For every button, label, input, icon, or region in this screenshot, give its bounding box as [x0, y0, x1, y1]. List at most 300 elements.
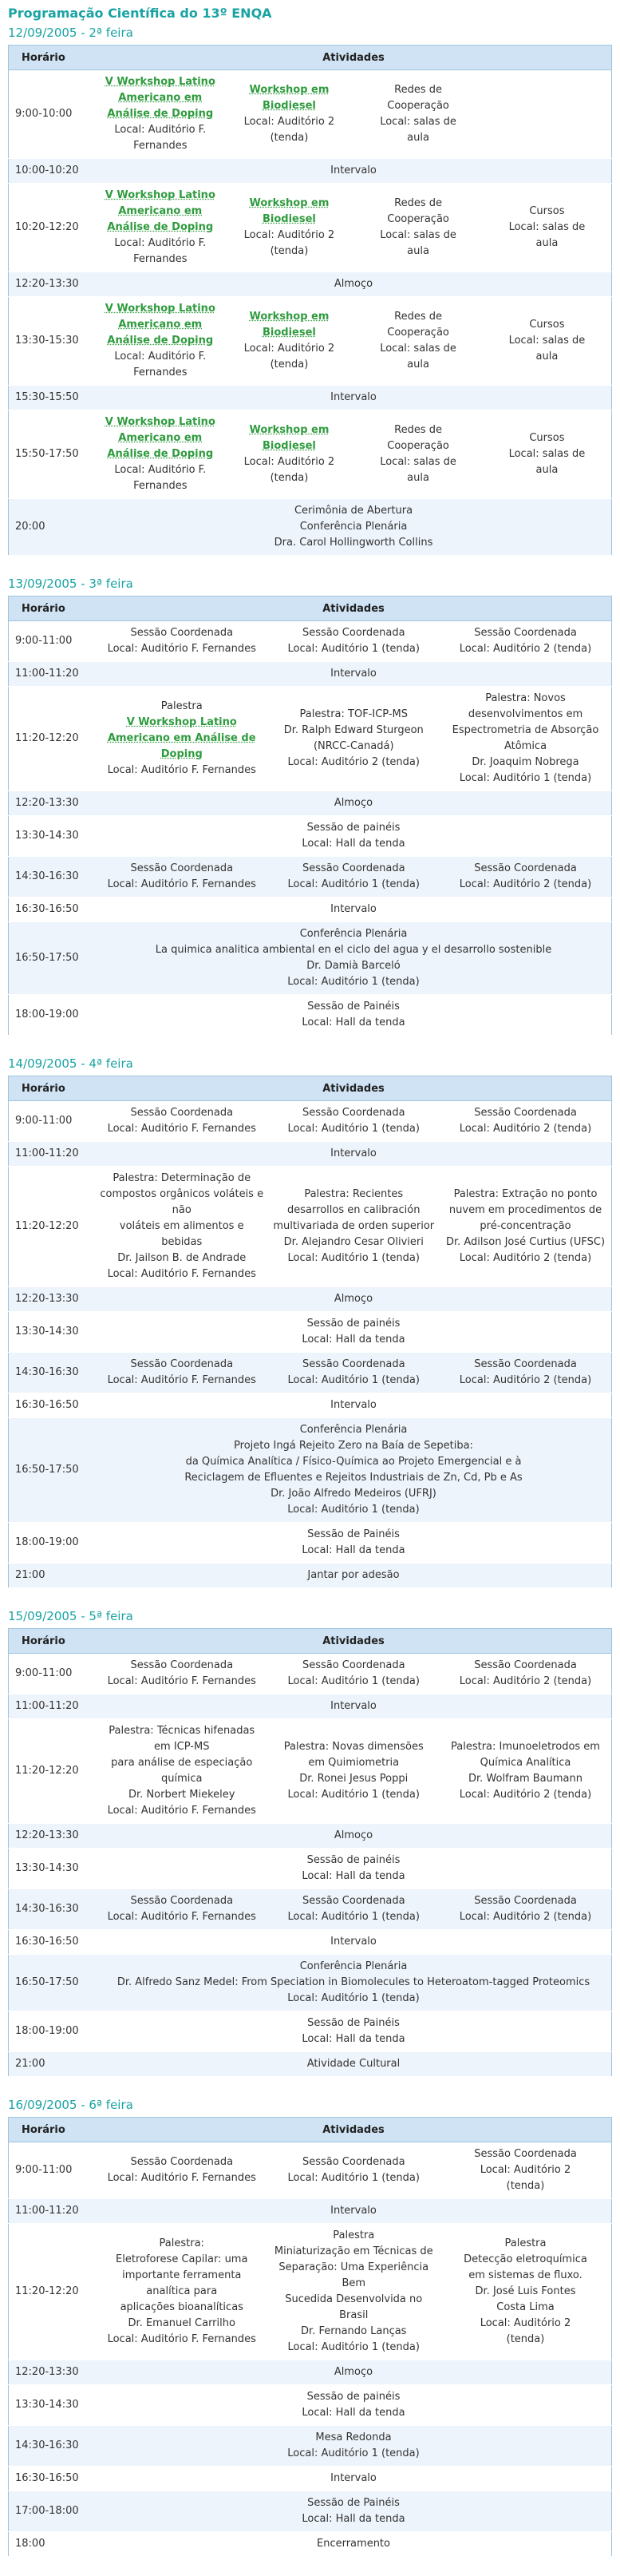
activity-line: Intervalo	[330, 1936, 377, 1948]
time-column-header: Horário	[9, 1076, 97, 1101]
workshop-link[interactable]: Análise de Doping	[107, 221, 214, 233]
activity-line: Mesa Redonda	[315, 2431, 392, 2443]
activity-cell	[353, 410, 483, 499]
activity-line: Sessão de painéis	[306, 1854, 401, 1866]
time-cell: 10:00-10:20	[9, 159, 97, 184]
activity-line: Intervalo	[330, 2472, 377, 2484]
workshop-link[interactable]: Workshop em	[249, 311, 330, 323]
table-row	[9, 1287, 612, 1312]
activity-line: Dr. Wolfram Baumann	[468, 1773, 582, 1785]
activity-line: Local: Auditório F. Fernandes	[114, 351, 207, 378]
activity-line: Sessão de painéis	[306, 1318, 401, 1330]
activity-line: Local: Auditório 1 (tenda)	[287, 643, 420, 655]
time-cell: 13:30-14:30	[9, 1312, 97, 1353]
workshop-link[interactable]: V Workshop Latino	[126, 716, 237, 728]
activity-cell	[96, 2532, 612, 2557]
activity-line: Dr. Emanuel Carrilho	[128, 2317, 235, 2329]
activity-line: La quimica analitica ambiental en el ciclo del agua y el desarrollo sostenible	[155, 944, 552, 956]
time-cell: 14:30-16:30	[9, 1353, 97, 1393]
time-cell: 13:30-14:30	[9, 1849, 97, 1889]
table-row	[9, 2224, 612, 2360]
activity-line: Local: Auditório F. Fernandes	[114, 124, 207, 152]
activity-cell	[96, 2011, 612, 2052]
activity-line: Conferência Plenária	[299, 521, 408, 533]
activity-line: voláteis em alimentos e bebidas	[119, 1220, 244, 1248]
activity-cell	[96, 2360, 612, 2385]
activity-cell	[353, 70, 483, 159]
activity-cell	[96, 2199, 612, 2224]
activity-line: Detecção eletroquímica	[464, 2253, 587, 2265]
activity-line: Sessão Coordenada	[474, 2148, 577, 2160]
table-row	[9, 2052, 612, 2077]
activity-line: Dr. Norbert Miekeley	[128, 1789, 235, 1801]
workshop-link[interactable]: Workshop em	[249, 84, 330, 96]
workshop-link[interactable]: Workshop em	[249, 424, 330, 436]
activity-line: Sessão Coordenada	[130, 2156, 234, 2168]
activity-cell	[96, 1167, 268, 1287]
activity-cell	[225, 410, 354, 499]
table-row	[9, 297, 612, 386]
activity-line: Local: Auditório F. Fernandes	[114, 464, 207, 492]
workshop-link[interactable]: Análise de Doping	[107, 335, 214, 347]
activity-cell	[268, 1719, 440, 1824]
activity-line: Local: salas de	[508, 221, 586, 233]
activity-line: Dr. Alejandro Cesar Olivieri	[283, 1236, 424, 1248]
activity-line: aula	[407, 359, 429, 371]
activity-line: Intervalo	[330, 1147, 377, 1159]
table-row	[9, 2467, 612, 2491]
activity-line: Dr. Damià Barceló	[306, 960, 401, 972]
activity-cell	[440, 2142, 612, 2199]
activity-line: Palestra: Técnicas hifenadas em ICP-MS	[109, 1725, 255, 1753]
time-cell: 14:30-16:30	[9, 857, 97, 898]
activity-line: nuvem em procedimentos de	[448, 1204, 602, 1216]
schedule-table	[8, 2117, 612, 2557]
activity-line: Local: Auditório 2	[243, 116, 335, 128]
time-cell: 16:30-16:50	[9, 2467, 97, 2491]
table-row	[9, 184, 612, 272]
activity-line: Almoço	[334, 2366, 373, 2378]
table-row	[9, 2532, 612, 2557]
time-cell: 12:20-13:30	[9, 1287, 97, 1312]
activity-line: Intervalo	[330, 903, 377, 915]
workshop-link[interactable]: V Workshop Latino Americano em	[105, 416, 215, 444]
activity-line: Local: Auditório 1 (tenda)	[287, 1252, 420, 1264]
activity-line: Palestra: Recientes	[304, 1188, 404, 1200]
activity-line: Eletroforese Capilar: uma	[116, 2253, 248, 2265]
activity-cell	[96, 1955, 612, 2011]
activity-line: Palestra: Novas dimensões	[283, 1741, 424, 1753]
activity-cell	[96, 1312, 612, 1353]
activity-cell	[96, 1353, 268, 1393]
activity-cell	[96, 1849, 612, 1889]
activity-line: Local: Auditório F. Fernandes	[107, 1374, 256, 1386]
table-row	[9, 1955, 612, 2011]
activity-line: Local: Hall da tenda	[302, 2513, 405, 2525]
activity-line: Local: salas de	[508, 448, 586, 460]
day-title: 14/09/2005 - 4ª feira	[8, 1056, 133, 1071]
activity-line: Local: Hall da tenda	[302, 2033, 405, 2045]
activity-cell	[96, 297, 225, 386]
table-row	[9, 2426, 612, 2467]
activity-line: Sessão Coordenada	[130, 1358, 234, 1370]
activity-cell	[96, 272, 612, 297]
workshop-link[interactable]: Biodiesel	[262, 327, 316, 339]
activity-cell	[96, 816, 612, 857]
table-row	[9, 816, 612, 857]
activity-line: Sessão de painéis	[306, 2391, 401, 2403]
activity-line: Redes de	[394, 197, 442, 209]
table-row	[9, 995, 612, 1036]
activity-line: Local: salas de	[380, 343, 456, 355]
activity-cell	[96, 791, 612, 816]
activity-cell	[353, 297, 483, 386]
time-cell: 15:30-15:50	[9, 386, 97, 410]
table-header-row	[9, 46, 612, 70]
activity-line: Sessão Coordenada	[474, 1107, 577, 1119]
activity-line: Atividade Cultural	[306, 2058, 401, 2070]
activity-line: Palestra	[333, 2229, 375, 2241]
activity-cell	[96, 1287, 612, 1312]
activity-cell	[96, 1824, 612, 1849]
time-cell: 16:50-17:50	[9, 1955, 97, 2011]
table-row	[9, 2142, 612, 2199]
activity-cell	[225, 184, 354, 272]
activity-line: Cooperação	[387, 440, 449, 452]
time-cell: 18:00-19:00	[9, 995, 97, 1036]
time-cell: 9:00-11:00	[9, 1101, 97, 1142]
activity-line: em Quimiometria	[308, 1757, 400, 1769]
activity-line: Sessão Coordenada	[474, 1895, 577, 1907]
workshop-link[interactable]: Doping	[160, 748, 203, 760]
activity-line: Local: Auditório 2 (tenda)	[459, 1911, 592, 1923]
activity-cell	[268, 1101, 440, 1142]
activity-line: Sessão Coordenada	[474, 627, 577, 639]
activity-cell	[440, 1167, 612, 1287]
activity-line: Palestra: Novos desenvolvimentos em	[468, 692, 583, 720]
time-column-header: Horário	[9, 596, 97, 621]
table-row	[9, 499, 612, 556]
time-cell: 9:00-11:00	[9, 1654, 97, 1694]
activity-cell	[96, 1719, 268, 1824]
activity-line: Palestra:	[159, 2237, 204, 2249]
table-row	[9, 272, 612, 297]
activity-line: aula	[535, 351, 559, 363]
activity-line: Local: Auditório 1 (tenda)	[287, 2341, 420, 2353]
activity-line: Local: Auditório 2 (tenda)	[459, 1374, 592, 1386]
activity-line: Encerramento	[317, 2538, 390, 2550]
table-header-row	[9, 1076, 612, 1101]
table-row	[9, 1654, 612, 1694]
activity-line: Dr. Ronei Jesus Poppi	[299, 1773, 409, 1785]
time-cell: 9:00-11:00	[9, 2142, 97, 2199]
table-row	[9, 2199, 612, 2224]
activity-line: Sessão Coordenada	[474, 862, 577, 874]
activity-line: aula	[535, 464, 559, 476]
table-row	[9, 621, 612, 662]
activity-line: Dr. João Alfredo Medeiros (UFRJ)	[271, 1488, 436, 1500]
activity-line: Local: Auditório 2 (tenda)	[459, 1123, 592, 1135]
activity-line: Local: salas de	[508, 335, 586, 347]
activity-line: Sessão de Painéis	[307, 1001, 400, 1013]
activity-cell	[268, 1167, 440, 1287]
time-cell: 9:00-10:00	[9, 70, 97, 159]
activity-cell	[96, 2052, 612, 2077]
activity-line: Intervalo	[330, 2205, 377, 2217]
table-row	[9, 159, 612, 184]
activity-line: Local: Auditório F. Fernandes	[114, 237, 207, 265]
activity-line: Almoço	[334, 1293, 373, 1305]
activity-line: Química Analítica	[480, 1757, 571, 1769]
table-header-row	[9, 1629, 612, 1654]
activity-line: Local: Auditório 1 (tenda)	[287, 878, 420, 890]
activity-line: Local: Auditório 1 (tenda)	[459, 772, 592, 784]
workshop-link[interactable]: V Workshop Latino Americano em	[105, 189, 215, 217]
activity-line: Palestra	[504, 2237, 547, 2249]
table-header-row	[9, 596, 612, 621]
workshop-link[interactable]: Workshop em	[249, 197, 330, 209]
activity-line: (tenda)	[270, 359, 309, 371]
time-cell: 11:00-11:20	[9, 1694, 97, 1719]
activity-line: Local: Auditório F. Fernandes	[107, 2172, 256, 2184]
activity-line: Sucedida Desenvolvida no Brasil	[285, 2293, 423, 2321]
activity-cell	[96, 2467, 612, 2491]
activity-line: Local: Auditório F. Fernandes	[107, 878, 256, 890]
time-column-header: Horário	[9, 46, 97, 70]
activity-cell	[483, 184, 612, 272]
activity-cell	[440, 2224, 612, 2360]
table-row	[9, 1393, 612, 1418]
table-row	[9, 791, 612, 816]
time-cell: 12:20-13:30	[9, 1824, 97, 1849]
activity-cell	[268, 1889, 440, 1930]
activity-line: (tenda)	[270, 132, 309, 144]
activity-cell	[225, 297, 354, 386]
activity-line: Local: Auditório 1 (tenda)	[287, 2172, 420, 2184]
time-cell: 13:30-14:30	[9, 816, 97, 857]
time-cell: 13:30-14:30	[9, 2385, 97, 2426]
activity-line: Local: Auditório F. Fernandes	[107, 764, 256, 776]
time-cell: 12:20-13:30	[9, 272, 97, 297]
time-cell: 21:00	[9, 1563, 97, 1588]
time-cell: 15:50-17:50	[9, 410, 97, 499]
workshop-link[interactable]: Análise de Doping	[107, 108, 214, 120]
activity-line: multivariada de orden superior	[273, 1220, 435, 1232]
activity-line: aula	[407, 245, 429, 257]
activity-cell	[96, 70, 225, 159]
activity-cell	[96, 1142, 612, 1167]
activity-line: aula	[535, 237, 559, 249]
activity-line: importante ferramenta analítica para	[122, 2269, 242, 2297]
activity-line: em sistemas de fluxo.	[468, 2269, 582, 2281]
workshop-link[interactable]: Biodiesel	[262, 213, 316, 225]
activity-line: Dra. Carol Hollingworth Collins	[274, 537, 433, 549]
activity-cell	[96, 662, 612, 687]
page-title: Programação Científica do 13º ENQA	[8, 6, 272, 21]
table-row	[9, 687, 612, 791]
activity-cell	[96, 1523, 612, 1563]
time-column-header: Horário	[9, 1629, 97, 1654]
activity-line: Dr. Ralph Edward Sturgeon	[283, 724, 424, 736]
activity-line: Redes de	[394, 311, 442, 323]
activities-column-header: Atividades	[96, 46, 612, 70]
activity-line: Palestra: Imunoeletrodos em	[451, 1741, 600, 1753]
activity-cell	[96, 499, 612, 556]
time-cell: 20:00	[9, 499, 97, 556]
activity-cell	[440, 1719, 612, 1824]
workshop-link[interactable]: Análise de Doping	[107, 448, 214, 460]
activity-line: (tenda)	[506, 2333, 545, 2345]
time-cell: 12:20-13:30	[9, 2360, 97, 2385]
activity-line: Sessão de Painéis	[307, 1528, 400, 1540]
day-title: 13/09/2005 - 3ª feira	[8, 577, 133, 591]
time-cell: 16:50-17:50	[9, 1418, 97, 1523]
activity-line: Intervalo	[330, 1700, 377, 1712]
activity-line: Sessão Coordenada	[302, 1895, 405, 1907]
day-title: 16/09/2005 - 6ª feira	[8, 2098, 133, 2112]
table-row	[9, 2360, 612, 2385]
activity-line: (NRCC-Canadá)	[313, 740, 394, 752]
activity-cell	[440, 1353, 612, 1393]
activity-line: Conferência Plenária	[299, 1424, 408, 1436]
table-row	[9, 1849, 612, 1889]
table-row	[9, 2385, 612, 2426]
time-cell: 11:20-12:20	[9, 1719, 97, 1824]
table-row	[9, 1353, 612, 1393]
time-cell: 11:00-11:20	[9, 1142, 97, 1167]
activity-cell	[96, 857, 268, 898]
activity-cell	[96, 159, 612, 184]
activity-line: Sessão Coordenada	[302, 2156, 405, 2168]
activity-line: Local: Auditório F. Fernandes	[107, 643, 256, 655]
table-row	[9, 1930, 612, 1955]
activity-cell	[225, 70, 354, 159]
time-cell: 11:20-12:20	[9, 2224, 97, 2360]
activity-line: Conferência Plenária	[299, 928, 408, 940]
activity-line: Sessão Coordenada	[302, 1107, 405, 1119]
activity-cell	[96, 687, 268, 791]
activity-line: para análise de especiação química	[111, 1757, 253, 1785]
activity-line: Local: Auditório 1 (tenda)	[287, 1911, 420, 1923]
activity-cell	[96, 621, 268, 662]
activity-line: Local: Auditório 2	[480, 2164, 571, 2176]
activity-line: Redes de	[394, 424, 442, 436]
activity-cell	[96, 386, 612, 410]
time-cell: 16:50-17:50	[9, 922, 97, 995]
activity-line: Local: Auditório 2 (tenda)	[459, 1789, 592, 1801]
table-row	[9, 898, 612, 922]
activity-cell	[96, 2426, 612, 2467]
time-cell: 10:20-12:20	[9, 184, 97, 272]
activity-cell	[96, 995, 612, 1036]
activity-line: Cursos	[529, 432, 565, 444]
activity-line: Redes de	[394, 84, 442, 96]
activity-line: (tenda)	[270, 472, 309, 484]
table-row	[9, 1142, 612, 1167]
activity-line: Local: Hall da tenda	[302, 1334, 405, 1345]
activity-line: Sessão Coordenada	[474, 1358, 577, 1370]
activity-cell	[96, 1563, 612, 1588]
activity-line: Sessão Coordenada	[130, 1659, 234, 1671]
activity-line: Local: salas de	[380, 229, 456, 241]
activity-line: Cursos	[529, 319, 565, 331]
workshop-link[interactable]: V Workshop Latino Americano em	[105, 76, 215, 104]
time-cell: 14:30-16:30	[9, 1889, 97, 1930]
activity-line: Local: Auditório 2	[243, 343, 335, 355]
activity-line: Local: Auditório F. Fernandes	[107, 1911, 256, 1923]
table-row	[9, 2491, 612, 2532]
activity-line: Local: Auditório F. Fernandes	[107, 1675, 256, 1687]
time-cell: 11:20-12:20	[9, 1167, 97, 1287]
activity-line: Sessão de painéis	[306, 822, 401, 834]
activity-line: Palestra: Extração no ponto	[453, 1188, 598, 1200]
activity-line: Local: Auditório 1 (tenda)	[287, 1123, 420, 1135]
activity-cell	[483, 297, 612, 386]
activity-line: Palestra: Determinação de	[113, 1172, 251, 1184]
activity-line: Local: Auditório 2	[243, 229, 335, 241]
activity-line: Local: Auditório 1 (tenda)	[287, 1992, 420, 2004]
activity-cell	[440, 857, 612, 898]
time-cell: 12:20-13:30	[9, 791, 97, 816]
activity-line: Local: Auditório 1 (tenda)	[287, 976, 420, 988]
time-cell: 11:00-11:20	[9, 662, 97, 687]
activity-line: Palestra	[160, 700, 203, 712]
activity-line: Local: Auditório 2 (tenda)	[459, 643, 592, 655]
table-row	[9, 1523, 612, 1563]
activities-column-header: Atividades	[96, 1629, 612, 1654]
activity-cell	[268, 687, 440, 791]
activity-line: Dr. Fernando Lanças	[301, 2325, 407, 2337]
workshop-link[interactable]: Biodiesel	[262, 100, 316, 112]
activity-line: Local: Auditório 2 (tenda)	[287, 756, 420, 768]
activity-line: Sessão Coordenada	[130, 627, 234, 639]
activity-line: Local: Auditório 1 (tenda)	[287, 1504, 420, 1516]
table-row	[9, 922, 612, 995]
activity-line: Sessão Coordenada	[302, 627, 405, 639]
table-row	[9, 1719, 612, 1824]
activity-line: Jantar por adesão	[307, 1569, 400, 1581]
activity-line: Sessão Coordenada	[130, 1895, 234, 1907]
activity-line: Local: Auditório F. Fernandes	[107, 2333, 256, 2345]
activity-cell	[96, 2142, 268, 2199]
activity-cell	[96, 410, 225, 499]
table-row	[9, 70, 612, 159]
activity-line: Local: Hall da tenda	[302, 1544, 405, 1556]
activity-line: pré-concentração	[480, 1220, 571, 1232]
activity-line: Almoço	[334, 797, 373, 809]
activity-line: Local: Hall da tenda	[302, 2407, 405, 2419]
activity-line: Cerimônia de Abertura	[294, 505, 413, 517]
workshop-link[interactable]: Americano em Análise de	[107, 732, 256, 744]
activity-line: Sessão de Painéis	[307, 2497, 400, 2509]
workshop-link[interactable]: V Workshop Latino Americano em	[105, 303, 215, 331]
table-header-row	[9, 2118, 612, 2142]
activity-line: Sessão Coordenada	[302, 862, 405, 874]
activity-line: Local: Hall da tenda	[302, 1870, 405, 1882]
activity-line: Local: Auditório F. Fernandes	[107, 1268, 256, 1280]
activity-cell	[96, 1393, 612, 1418]
activity-line: Costa Lima	[496, 2301, 555, 2313]
activity-line: Local: Auditório 1 (tenda)	[287, 2447, 420, 2459]
activity-line: Dr. Alfredo Sanz Medel: From Speciation in Biomolecules to Heteroatom-tagged Proteomics	[116, 1976, 590, 1988]
workshop-link[interactable]: Biodiesel	[262, 440, 316, 452]
activity-line: Dr. Joaquim Nobrega	[472, 756, 579, 768]
table-row	[9, 1824, 612, 1849]
time-cell: 16:30-16:50	[9, 898, 97, 922]
activity-cell	[96, 1694, 612, 1719]
activity-line: compostos orgânicos voláteis e não	[100, 1188, 264, 1216]
time-cell: 11:00-11:20	[9, 2199, 97, 2224]
